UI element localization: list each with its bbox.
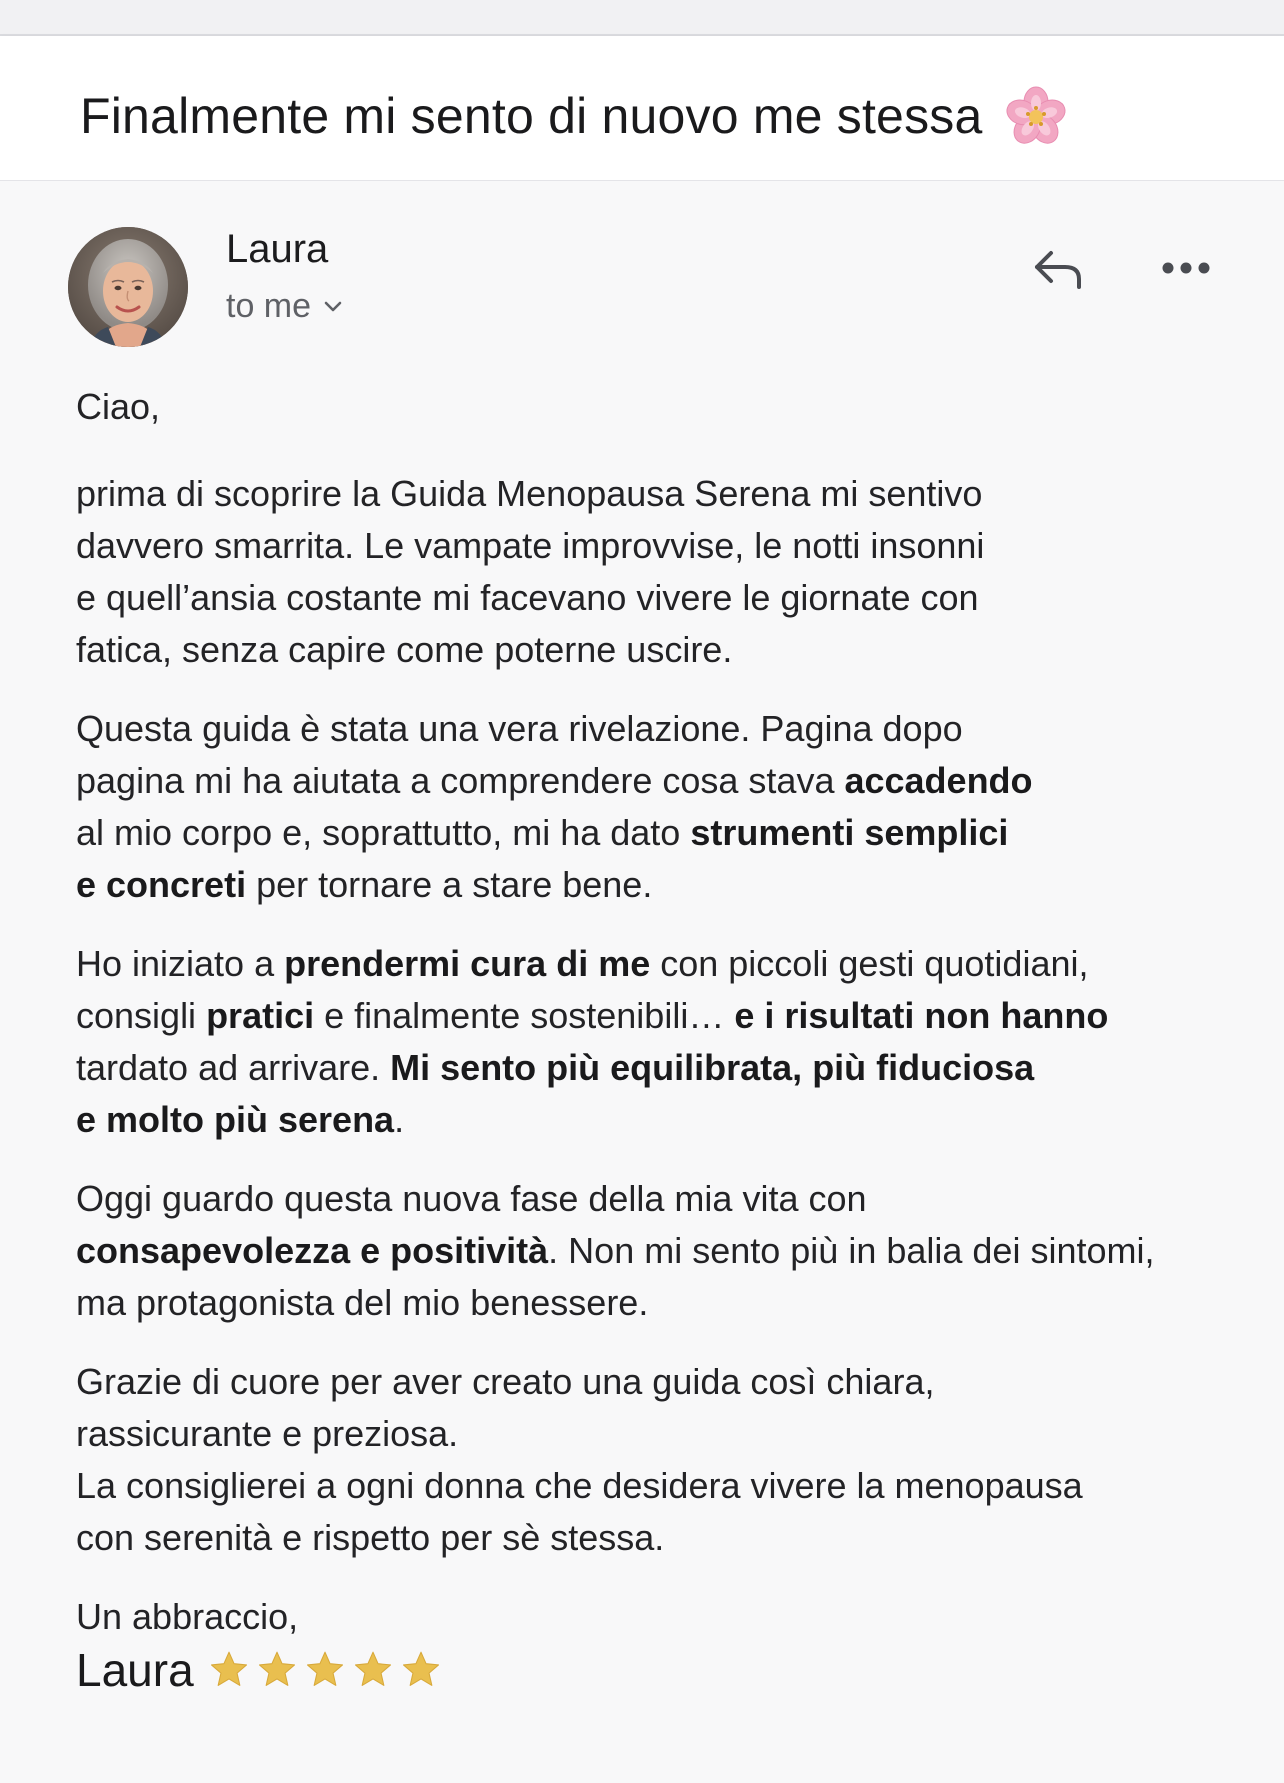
paragraph-4: [76, 1173, 1256, 1329]
text-run: .: [394, 1099, 405, 1140]
email-content: [0, 181, 1284, 1783]
email-subject: Finalmente mi sento di nuovo me stessa: [80, 88, 983, 144]
top-strip: [0, 0, 1284, 36]
bold-run: strumenti semplici: [690, 812, 1009, 853]
text-run: Ho iniziato a: [76, 943, 285, 984]
signature-name: Laura: [76, 1644, 194, 1696]
bold-run: e molto più serena: [76, 1099, 395, 1140]
bold-run: Mi sento più equilibrata, più fiduciosa: [390, 1047, 1035, 1088]
text-line: [76, 990, 1256, 1042]
star-icon: [400, 1649, 442, 1691]
text-line: e quell’ansia costante mi facevano vivere le giornate con: [76, 577, 979, 618]
text-run: per tornare a stare bene.: [246, 864, 653, 905]
text-run: al mio corpo e, soprattutto, mi ha dato: [76, 812, 691, 853]
text-line: fatica, senza capire come poterne uscire.: [76, 629, 733, 670]
text-line: [76, 1042, 1256, 1094]
bold-run: pratici: [206, 995, 315, 1036]
avatar-image: [68, 227, 188, 347]
text-line: La consiglierei a ogni donna che desidera vivere la menopausa: [76, 1465, 1083, 1506]
bold-run: e concreti: [76, 864, 247, 905]
more-options-button[interactable]: [1150, 243, 1222, 293]
paragraph-3: [76, 938, 1256, 1146]
bold-run: consapevolezza e positività: [76, 1230, 549, 1271]
more-horizontal-icon: [1161, 261, 1211, 275]
email-body: [76, 381, 1256, 1591]
cherry-blossom-icon: [1000, 80, 1072, 152]
text-run: con piccoli gesti quotidiani,: [650, 943, 1089, 984]
text-line: [76, 755, 1256, 807]
bold-run: e i risultati non hanno: [734, 995, 1109, 1036]
chevron-down-icon: [323, 300, 343, 314]
sender-name: Laura: [226, 227, 329, 271]
text-run: tardato ad arrivare.: [76, 1047, 391, 1088]
text-run: . Non mi sento più in balia dei sintomi,: [548, 1230, 1155, 1271]
bold-run: prendermi cura di me: [284, 943, 651, 984]
text-line: davvero smarrita. Le vampate improvvise, le notti insonni: [76, 525, 985, 566]
text-line: [76, 859, 1256, 911]
text-line: [76, 807, 1256, 859]
text-run: e finalmente sostenibili…: [314, 995, 735, 1036]
greeting: Ciao,: [76, 386, 161, 427]
paragraph-5: [76, 1356, 1256, 1564]
star-icon: [256, 1649, 298, 1691]
recipient-toggle[interactable]: [226, 287, 343, 326]
subject-row: [80, 80, 1072, 152]
star-icon: [304, 1649, 346, 1691]
text-line: ma protagonista del mio benessere.: [76, 1282, 649, 1323]
text-line: prima di scoprire la Guida Menopausa Serena mi sentivo: [76, 473, 983, 514]
text-line: Oggi guardo questa nuova fase della mia vita con: [76, 1178, 867, 1219]
recipient-label: to me: [226, 287, 312, 325]
text-line: [76, 938, 1256, 990]
star-rating: [208, 1649, 442, 1691]
text-line: Questa guida è stata una vera rivelazione. Pagina dopo: [76, 708, 963, 749]
reply-button[interactable]: [1026, 241, 1092, 297]
bold-run: accadendo: [844, 760, 1033, 801]
text-run: consigli: [76, 995, 207, 1036]
signoff: Un abbraccio,: [76, 1596, 299, 1637]
text-line: rassicurante e preziosa.: [76, 1413, 459, 1454]
star-icon: [352, 1649, 394, 1691]
paragraph-2: [76, 703, 1256, 911]
text-run: pagina mi ha aiutata a comprendere cosa stava: [76, 760, 845, 801]
text-line: Grazie di cuore per aver creato una guida così chiara,: [76, 1361, 935, 1402]
text-line: [76, 1225, 1256, 1277]
reply-icon: [1031, 245, 1087, 293]
signature-row: [76, 1643, 442, 1697]
subject-bar: [0, 36, 1284, 181]
text-line: [76, 1094, 1256, 1146]
star-icon: [208, 1649, 250, 1691]
avatar[interactable]: [68, 227, 188, 347]
paragraph-1: [76, 468, 1256, 676]
text-line: con serenità e rispetto per sè stessa.: [76, 1517, 665, 1558]
